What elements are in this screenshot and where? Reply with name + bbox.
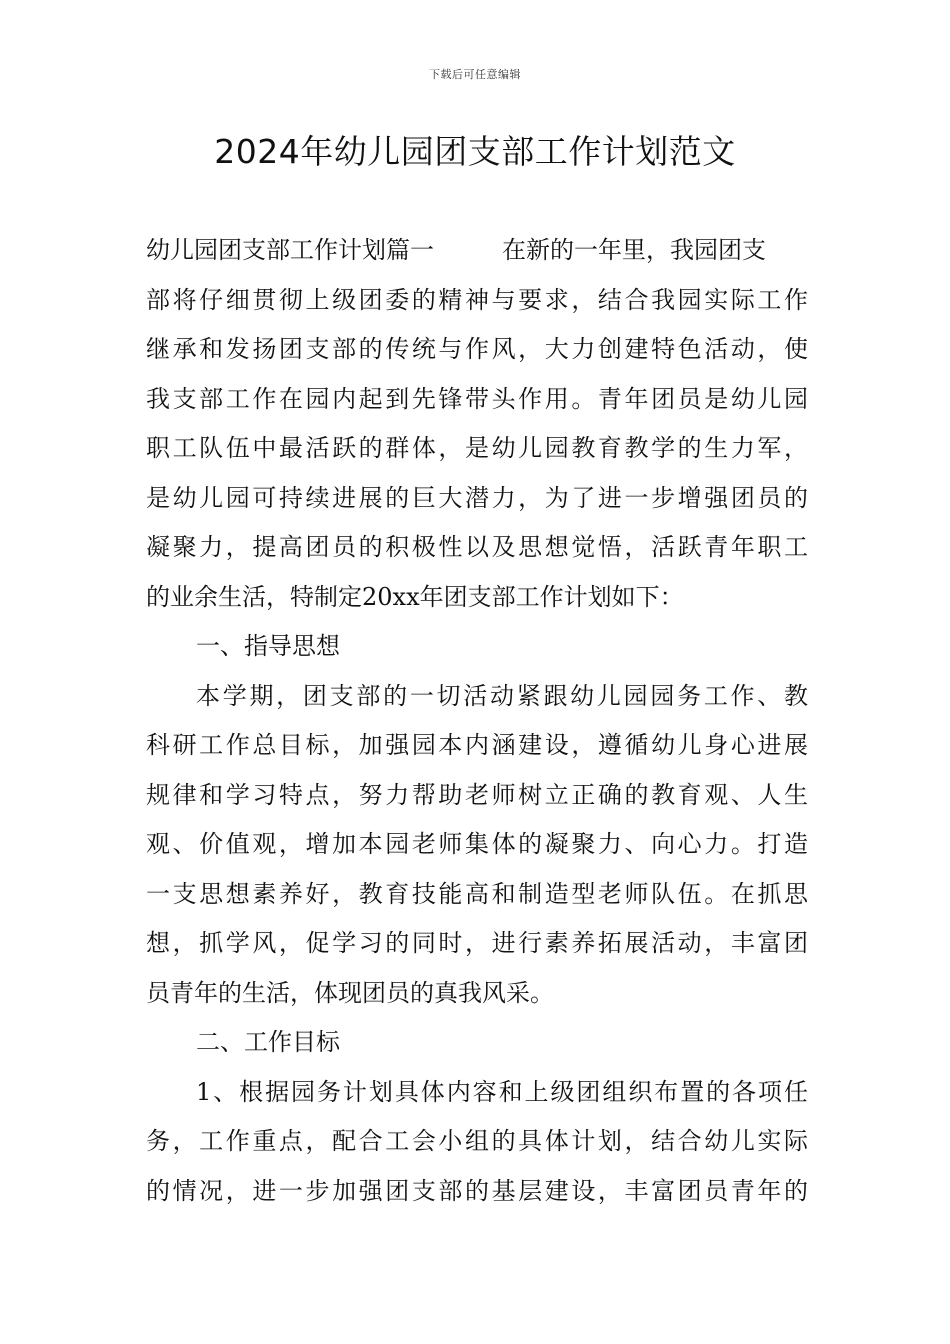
text-line: 的业余生活，特制定20xx年团支部工作计划如下： — [146, 582, 684, 611]
text-line: 继承和发扬团支部的传统与作风，大力创建特色活动，使 — [146, 335, 808, 363]
text-line: 科研工作总目标，加强园本内涵建设，遵循幼儿身心进展 — [146, 731, 808, 759]
text-line: 一支思想素养好，教育技能高和制造型老师队伍。在抓思 — [146, 879, 808, 908]
text-line: 职工队伍中最活跃的群体，是幼儿园教育教学的生力军， — [146, 434, 808, 462]
text-line: 务，工作重点，配合工会小组的具体计划，结合幼儿实际 — [146, 1127, 808, 1155]
document-body — [146, 226, 808, 1216]
text-line: 1、根据园务计划具体内容和上级团组织布置的各项任 — [196, 1077, 808, 1106]
text-line — [146, 226, 808, 276]
text-line: 观、价值观，增加本园老师集体的凝聚力、向心力。打造 — [146, 830, 808, 858]
section-heading: 一、指导思想 — [196, 632, 340, 660]
section-heading: 二、工作目标 — [196, 1028, 340, 1056]
text-line: 想，抓学风，促学习的同时，进行素养拓展活动，丰富团 — [146, 929, 808, 957]
download-note: 下载后可任意编辑 — [429, 68, 521, 81]
text-line: 我支部工作在园内起到先锋带头作用。青年团员是幼儿园 — [146, 384, 808, 413]
text-line: 本学期，团支部的一切活动紧跟幼儿园园务工作、教 — [196, 681, 808, 710]
text-line: 是幼儿园可持续进展的巨大潜力，为了进一步增强团员的 — [146, 483, 808, 512]
document-title: 2024年幼儿园团支部工作计划范文 — [214, 132, 736, 171]
text-line: 凝聚力，提高团员的积极性以及思想觉悟，活跃青年职工 — [146, 533, 808, 561]
section-heading-inline: 幼儿园团支部工作计划篇一 — [146, 236, 434, 264]
paragraph-start: 在新的一年里，我园团支 — [502, 236, 766, 264]
text-line: 部将仔细贯彻上级团委的精神与要求，结合我园实际工作 — [146, 285, 808, 314]
text-line: 员青年的生活，体现团员的真我风采。 — [146, 978, 554, 1007]
text-line: 规律和学习特点，努力帮助老师树立正确的教育观、人生 — [146, 780, 808, 809]
text-line: 的情况，进一步加强团支部的基层建设，丰富团员青年的 — [146, 1176, 808, 1205]
